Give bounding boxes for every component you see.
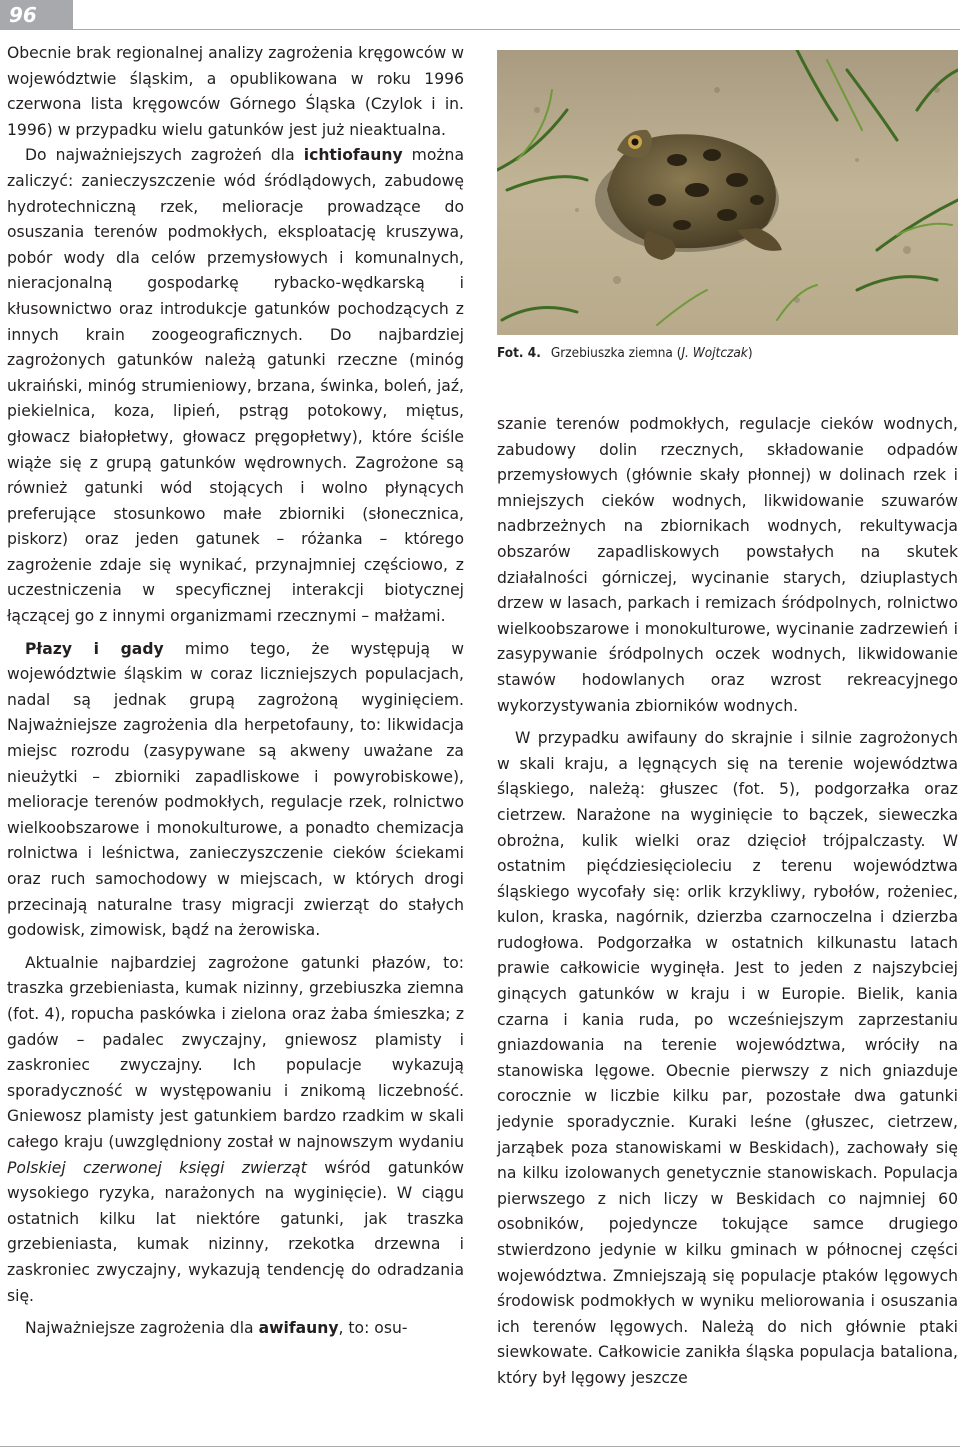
left-column — [7, 41, 464, 1342]
paragraph-avifauna-threats: szanie terenów podmokłych, regulacje cieków wodnych, zabudowy dolin rzecznych, składowanie odpadów przemysłowych (głównie skały płonnej) w dolinach rzek i mniejszych cieków wodnych, likwidowanie szuwarów nadbrzeżnych na zbiornikach wodnych, rekultywacja obszarów zapadliskowych powstałych na skutek działalności górniczej, wycinanie starych, dziuplastych drzew w lasach, parkach i remizach śródpolnych, rolnictwo wielkoobszarowe i monokulturowe, wycinanie zadrzewień i zasypywanie śródpolnych oczek wodnych, likwidowanie stawów hodowlanych oraz wzrost rekreacyjnego wykorzystywania zbiorników wodnych. — [497, 415, 958, 715]
photo-author: J. Wojtczak — [681, 345, 748, 361]
page-number: 96 — [0, 0, 73, 30]
paragraph-intro: Obecnie brak regionalnej analizy zagrożenia kręgowców w województwie śląskim, a opublikowana w roku 1996 czerwona lista kręgowców Górnego Śląska (Czylok i in. 1996) w przypadku wielu gatunków jest już nieaktualna. — [7, 44, 464, 139]
herpetofauna-term: Płazy i gady — [25, 639, 164, 658]
toad-photo — [497, 50, 958, 335]
paragraph-herpetofauna: Płazy i gady mimo tego, że występują w województwie śląskim w coraz liczniejszych populacjach, nadal są jednak grupą zagrożoną wyginięciem. Najważniejsze zagrożenia dla herpetofauny, to: likwidacja miejsc rozrodu (zasypywane są akweny uważane za nieużytki – zbiorniki zapadliskowe i powyrobiskowe), melioracje terenów podmokłych, regulacje rzek, rolnictwo wielkoobszarowe i monokulturowe, a ponadto chemizacja rolnictwa i leśnictwa, zanieczyszczenie cieków ściekami oraz ruch samochodowy w miejscach, w których drogi przecinają naturalne trasy migracji zwierząt do stałych godowisk, zimowisk, bądź na żerowiska. — [7, 639, 464, 940]
paragraph-avifauna-species: W przypadku awifauny do skrajnie i silnie zagrożonych w skali kraju, a lęgnących się na terenie województwa śląskiego, należą: głuszec (fot. 5), podgorzałka oraz cietrzew. Narażone na wyginięcie to bączek, sieweczka obrożna, kulik wielki oraz dzięcioł trójpalczasty. W ostatnim pięćdziesięcioleciu z terenu województwa śląskiego wycofały się: orlik krzykliwy, rybołów, rożeniec, kulon, kraska, nagórnik, dzierzba czarnoczelna i dzierzba rudogłowa. Podgorzałka w ostatnich kilkunastu latach prawie całkowicie wyginęła. Jest to jeden z najszybciej ginących gatunków w kraju i w Europie. Bielik, kania czarna i kania ruda, po wcześniejszym zaprzestaniu gniazdowania na terenie województwa, wróciły na stanowiska lęgowe. Obecnie pierwszy z nich gniazduje corocznie w liczbie kilku par, pozostałe dwa gatunki jedynie sporadycznie. Kuraki leśne (głuszec, cietrzew, jarząbek poza stanowiskami w Beskidach), zachowały się na kilku izolowanych genetycznie stanowiskach. Populacja pierwszego z nich liczy w Beskidach co najmniej 60 osobników, pojedyncze tokujące samce drugiego stwierdzono jedynie w kilku gminach w północnej części województwa. Zmniejszają się populacje ptaków lęgowych środowisk podmokłych w wyniku meliorowania i osuszania ich terenów lęgowych. Należą do nich głównie ptaki siewkowate. Całkowicie zanikła śląska populacja bataliona, który był lęgowy jeszcze — [497, 729, 958, 1387]
figure-label: Fot. 4. — [497, 345, 541, 361]
paragraph-amphibians: Aktualnie najbardziej zagrożone gatunki płazów, to: traszka grzebieniasta, kumak nizinny, grzebiuszka ziemna (fot. 4), ropucha paskówka i zielona oraz żaba śmieszka; z gadów – padalec zwyczajny, gniewosz plamisty i zaskroniec zwyczajny. Ich populacje wykazują sporadyczność w występowaniu i znikomą liczebność. Gniewosz plamisty jest gatunkiem bardzo rzadkim w skali całego kraju (uwzględniony został w najnowszym wydaniu Polskiej czerwonej księgi zwierząt wśród gatunków wysokiego ryzyka, narażonych na wyginięcie). W ciągu ostatnich kilku lat niektóre gatunki, jak traszka grzebieniasta, kumak nizinny, rzekotka drzewna i zaskroniec zwyczajny, wykazują tendencję do odradzania się. — [7, 953, 464, 1305]
header-rule — [73, 29, 960, 30]
paragraph-avifauna-start: Najważniejsze zagrożenia dla awifauny, to: osu- — [25, 1319, 408, 1338]
footer-rule — [0, 1446, 960, 1447]
photo-caption: Fot. 4. Grzebiuszka ziemna (J. Wojtczak) — [497, 345, 753, 361]
right-column — [497, 412, 958, 1392]
avifauna-term: awifauny — [258, 1319, 339, 1338]
red-book-title: Polskiej czerwonej księgi zwierząt — [7, 1158, 307, 1177]
paragraph-ichthyofauna: Do najważniejszych zagrożeń dla ichtiofauny można zaliczyć: zanieczyszczenie wód śródlądowych, zabudowę hydrotechniczną rzek, melioracje prowadzące do osuszania terenów podmokłych, eksploatację kruszywa, pobór wody dla celów przemysłowych i komunalnych, nieracjonalną gospodarkę rybacko-wędkarską i kłusownictwo oraz introdukcje gatunków pochodzących z innych krain zoogeograficznych. Do najbardziej zagrożonych gatunków należą gatunki rzeczne (minóg ukraiński, minóg strumieniowy, brzana, świnka, boleń, jaź, piekielnica, koza, lipień, pstrąg potokowy, miętus, głowacz białopłetwy, głowacz pręgopłetwy), które ściśle wiąże się z grupą gatunków wędrownych. Zagrożone są również gatunki wód stojących i wolno płynących preferujące stosunkowo małe zbiorniki (słonecznica, piskorz) oraz jeden gatunek – różanka – którego zagrożenie zdaje się wynikać, przynajmniej częściowo, z uczestniczenia w specyficznej interakcji biotycznej łączącej go z innymi organizmami rzecznymi – małżami. — [7, 146, 464, 626]
ichthyofauna-term: ichtiofauny — [303, 146, 403, 165]
